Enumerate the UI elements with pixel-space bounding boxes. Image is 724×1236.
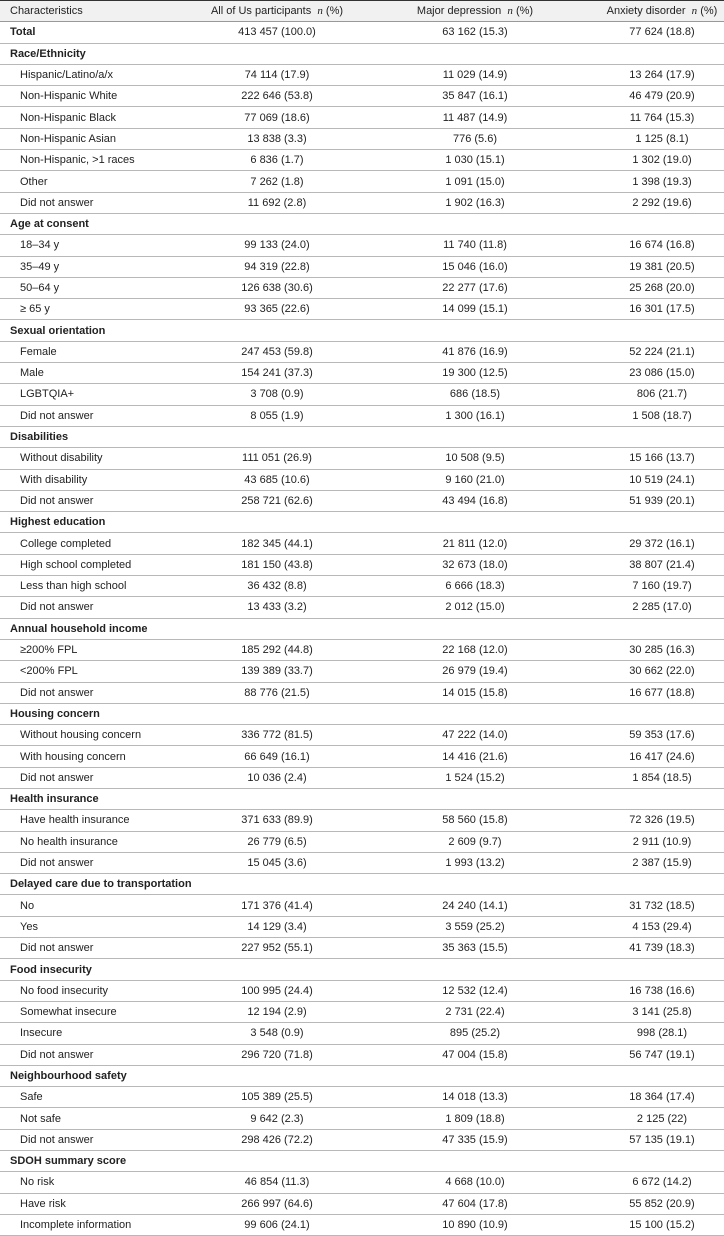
- cell-all-of-us: 222 646 (53.8): [180, 86, 374, 107]
- cell-major-depression: 4 668 (10.0): [374, 1172, 576, 1193]
- cell-anxiety-disorder: 998 (28.1): [576, 1023, 724, 1044]
- cell-all-of-us: 3 708 (0.9): [180, 384, 374, 405]
- cell-anxiety-disorder: 16 301 (17.5): [576, 299, 724, 320]
- table-row: [0, 1172, 724, 1193]
- row-label: High school completed: [0, 554, 180, 575]
- cell-all-of-us: 336 772 (81.5): [180, 725, 374, 746]
- cell-all-of-us: 13 433 (3.2): [180, 597, 374, 618]
- cell-anxiety-disorder: 72 326 (19.5): [576, 810, 724, 831]
- row-label: No risk: [0, 1172, 180, 1193]
- cell-major-depression: 11 029 (14.9): [374, 64, 576, 85]
- cell-all-of-us: 258 721 (62.6): [180, 490, 374, 511]
- cell-anxiety-disorder: 16 674 (16.8): [576, 235, 724, 256]
- row-label: Less than high school: [0, 576, 180, 597]
- cell-all-of-us: 3 548 (0.9): [180, 1023, 374, 1044]
- row-label: Have risk: [0, 1193, 180, 1214]
- cell-anxiety-disorder: 31 732 (18.5): [576, 895, 724, 916]
- cell-major-depression: 1 091 (15.0): [374, 171, 576, 192]
- header-anxiety-disorder: [576, 1, 724, 22]
- row-label: With disability: [0, 469, 180, 490]
- table-row: [0, 299, 724, 320]
- row-label: No: [0, 895, 180, 916]
- cell-anxiety-disorder: 55 852 (20.9): [576, 1193, 724, 1214]
- cell-all-of-us: 8 055 (1.9): [180, 405, 374, 426]
- cell-anxiety-disorder: 77 624 (18.8): [576, 22, 724, 43]
- total-row: [0, 22, 724, 43]
- section-title: Housing concern: [0, 703, 724, 724]
- section-title: Sexual orientation: [0, 320, 724, 341]
- row-label: Other: [0, 171, 180, 192]
- row-label: No health insurance: [0, 831, 180, 852]
- cell-anxiety-disorder: 16 677 (18.8): [576, 682, 724, 703]
- table-row: [0, 1044, 724, 1065]
- cell-anxiety-disorder: 16 417 (24.6): [576, 746, 724, 767]
- cell-anxiety-disorder: 1 854 (18.5): [576, 767, 724, 788]
- table-row: [0, 554, 724, 575]
- row-label: Safe: [0, 1087, 180, 1108]
- cell-major-depression: 1 809 (18.8): [374, 1108, 576, 1129]
- row-label: Female: [0, 341, 180, 362]
- cell-major-depression: 22 168 (12.0): [374, 639, 576, 660]
- section-title: Highest education: [0, 512, 724, 533]
- section-title: Delayed care due to transportation: [0, 874, 724, 895]
- header-label: Anxiety disorder: [606, 5, 686, 18]
- table-row: [0, 597, 724, 618]
- row-label: Did not answer: [0, 852, 180, 873]
- cell-major-depression: 2 731 (22.4): [374, 1001, 576, 1022]
- pct-label: (%): [515, 5, 534, 18]
- cell-all-of-us: 94 319 (22.8): [180, 256, 374, 277]
- cell-all-of-us: 11 692 (2.8): [180, 192, 374, 213]
- cell-all-of-us: 6 836 (1.7): [180, 150, 374, 171]
- cell-major-depression: 15 046 (16.0): [374, 256, 576, 277]
- cell-all-of-us: 105 389 (25.5): [180, 1087, 374, 1108]
- cell-all-of-us: 227 952 (55.1): [180, 938, 374, 959]
- table-row: [0, 448, 724, 469]
- cell-major-depression: 32 673 (18.0): [374, 554, 576, 575]
- n-label: n: [507, 5, 513, 18]
- cell-major-depression: 12 532 (12.4): [374, 980, 576, 1001]
- section-header-row: [0, 703, 724, 724]
- cell-all-of-us: 43 685 (10.6): [180, 469, 374, 490]
- n-label: n: [691, 5, 698, 18]
- cell-anxiety-disorder: 3 141 (25.8): [576, 1001, 724, 1022]
- cell-all-of-us: 36 432 (8.8): [180, 576, 374, 597]
- cell-anxiety-disorder: 29 372 (16.1): [576, 533, 724, 554]
- table-row: [0, 1023, 724, 1044]
- header-characteristics: Characteristics: [0, 1, 180, 22]
- section-header-row: [0, 959, 724, 980]
- cell-anxiety-disorder: 1 125 (8.1): [576, 128, 724, 149]
- cell-all-of-us: 266 997 (64.6): [180, 1193, 374, 1214]
- section-header-row: [0, 426, 724, 447]
- cell-anxiety-disorder: 30 662 (22.0): [576, 661, 724, 682]
- cell-all-of-us: 182 345 (44.1): [180, 533, 374, 554]
- cell-anxiety-disorder: 15 166 (13.7): [576, 448, 724, 469]
- cell-major-depression: 14 416 (21.6): [374, 746, 576, 767]
- cell-major-depression: 9 160 (21.0): [374, 469, 576, 490]
- table-row: [0, 490, 724, 511]
- cell-major-depression: 22 277 (17.6): [374, 277, 576, 298]
- cell-major-depression: 11 487 (14.9): [374, 107, 576, 128]
- section-title: Disabilities: [0, 426, 724, 447]
- row-label: Somewhat insecure: [0, 1001, 180, 1022]
- cell-anxiety-disorder: 56 747 (19.1): [576, 1044, 724, 1065]
- cell-all-of-us: 12 194 (2.9): [180, 1001, 374, 1022]
- cell-major-depression: 6 666 (18.3): [374, 576, 576, 597]
- section-header-row: [0, 512, 724, 533]
- cell-major-depression: 47 604 (17.8): [374, 1193, 576, 1214]
- cell-major-depression: 14 018 (13.3): [374, 1087, 576, 1108]
- cell-anxiety-disorder: 2 911 (10.9): [576, 831, 724, 852]
- table-row: [0, 341, 724, 362]
- section-header-row: [0, 1151, 724, 1172]
- cell-all-of-us: 181 150 (43.8): [180, 554, 374, 575]
- header-label: Major depression: [416, 5, 502, 18]
- cell-anxiety-disorder: 16 738 (16.6): [576, 980, 724, 1001]
- table-row: [0, 682, 724, 703]
- cell-all-of-us: 247 453 (59.8): [180, 341, 374, 362]
- table-row: [0, 725, 724, 746]
- table-row: [0, 64, 724, 85]
- cell-major-depression: 14 015 (15.8): [374, 682, 576, 703]
- cell-all-of-us: 99 606 (24.1): [180, 1214, 374, 1235]
- row-label: Yes: [0, 916, 180, 937]
- cell-all-of-us: 74 114 (17.9): [180, 64, 374, 85]
- cell-all-of-us: 185 292 (44.8): [180, 639, 374, 660]
- cell-all-of-us: 7 262 (1.8): [180, 171, 374, 192]
- cell-all-of-us: 10 036 (2.4): [180, 767, 374, 788]
- cell-all-of-us: 139 389 (33.7): [180, 661, 374, 682]
- cell-major-depression: 895 (25.2): [374, 1023, 576, 1044]
- table-row: [0, 895, 724, 916]
- table-row: [0, 192, 724, 213]
- row-label: Did not answer: [0, 682, 180, 703]
- table-row: [0, 1193, 724, 1214]
- row-label: Did not answer: [0, 490, 180, 511]
- cell-major-depression: 10 890 (10.9): [374, 1214, 576, 1235]
- cell-major-depression: 47 222 (14.0): [374, 725, 576, 746]
- cell-anxiety-disorder: 1 508 (18.7): [576, 405, 724, 426]
- table-row: [0, 938, 724, 959]
- cell-all-of-us: 111 051 (26.9): [180, 448, 374, 469]
- cell-all-of-us: 88 776 (21.5): [180, 682, 374, 703]
- cell-all-of-us: 298 426 (72.2): [180, 1129, 374, 1150]
- cell-major-depression: 19 300 (12.5): [374, 363, 576, 384]
- table-row: [0, 1087, 724, 1108]
- cell-major-depression: 10 508 (9.5): [374, 448, 576, 469]
- cell-anxiety-disorder: 59 353 (17.6): [576, 725, 724, 746]
- cell-major-depression: 24 240 (14.1): [374, 895, 576, 916]
- cell-all-of-us: 77 069 (18.6): [180, 107, 374, 128]
- cell-anxiety-disorder: 806 (21.7): [576, 384, 724, 405]
- cell-anxiety-disorder: 19 381 (20.5): [576, 256, 724, 277]
- cell-anxiety-disorder: 2 285 (17.0): [576, 597, 724, 618]
- cell-anxiety-disorder: 52 224 (21.1): [576, 341, 724, 362]
- section-header-row: [0, 618, 724, 639]
- table-row: [0, 107, 724, 128]
- cell-anxiety-disorder: 1 398 (19.3): [576, 171, 724, 192]
- row-label: Did not answer: [0, 405, 180, 426]
- cell-anxiety-disorder: 23 086 (15.0): [576, 363, 724, 384]
- section-title: Food insecurity: [0, 959, 724, 980]
- table-row: [0, 469, 724, 490]
- table-row: [0, 256, 724, 277]
- table-row: [0, 576, 724, 597]
- row-label: Without housing concern: [0, 725, 180, 746]
- cell-all-of-us: 100 995 (24.4): [180, 980, 374, 1001]
- cell-anxiety-disorder: 25 268 (20.0): [576, 277, 724, 298]
- row-label: Did not answer: [0, 1129, 180, 1150]
- row-label: 18–34 y: [0, 235, 180, 256]
- row-label: Did not answer: [0, 1044, 180, 1065]
- cell-major-depression: 26 979 (19.4): [374, 661, 576, 682]
- cell-major-depression: 47 004 (15.8): [374, 1044, 576, 1065]
- cell-all-of-us: 66 649 (16.1): [180, 746, 374, 767]
- section-title: Health insurance: [0, 788, 724, 809]
- table-row: [0, 767, 724, 788]
- cell-all-of-us: 13 838 (3.3): [180, 128, 374, 149]
- section-header-row: [0, 1065, 724, 1086]
- cell-major-depression: 686 (18.5): [374, 384, 576, 405]
- cell-anxiety-disorder: 6 672 (14.2): [576, 1172, 724, 1193]
- cell-major-depression: 63 162 (15.3): [374, 22, 576, 43]
- row-label: ≥200% FPL: [0, 639, 180, 660]
- section-title: Age at consent: [0, 213, 724, 234]
- header-label: All of Us participants: [210, 5, 312, 18]
- table-row: [0, 661, 724, 682]
- cell-all-of-us: 296 720 (71.8): [180, 1044, 374, 1065]
- table-row: [0, 235, 724, 256]
- table-row: [0, 277, 724, 298]
- cell-anxiety-disorder: 38 807 (21.4): [576, 554, 724, 575]
- section-header-row: [0, 874, 724, 895]
- cell-major-depression: 2 609 (9.7): [374, 831, 576, 852]
- row-label: Insecure: [0, 1023, 180, 1044]
- row-label: Non-Hispanic Asian: [0, 128, 180, 149]
- cell-anxiety-disorder: 13 264 (17.9): [576, 64, 724, 85]
- cell-all-of-us: 14 129 (3.4): [180, 916, 374, 937]
- row-label: Without disability: [0, 448, 180, 469]
- section-header-row: [0, 213, 724, 234]
- cell-major-depression: 41 876 (16.9): [374, 341, 576, 362]
- row-label: Did not answer: [0, 192, 180, 213]
- table-row: [0, 1001, 724, 1022]
- cell-major-depression: 14 099 (15.1): [374, 299, 576, 320]
- cell-all-of-us: 371 633 (89.9): [180, 810, 374, 831]
- table-row: [0, 533, 724, 554]
- row-label: ≥ 65 y: [0, 299, 180, 320]
- cell-major-depression: 2 012 (15.0): [374, 597, 576, 618]
- table-row: [0, 746, 724, 767]
- cell-anxiety-disorder: 1 302 (19.0): [576, 150, 724, 171]
- table-row: [0, 916, 724, 937]
- cell-all-of-us: 99 133 (24.0): [180, 235, 374, 256]
- row-label: Did not answer: [0, 597, 180, 618]
- cell-all-of-us: 413 457 (100.0): [180, 22, 374, 43]
- row-label: Have health insurance: [0, 810, 180, 831]
- header-major-depression: [374, 1, 576, 22]
- row-label: 35–49 y: [0, 256, 180, 277]
- pct-label: (%): [325, 5, 344, 18]
- cell-anxiety-disorder: 2 125 (22): [576, 1108, 724, 1129]
- row-label: Incomplete information: [0, 1214, 180, 1235]
- section-header-row: [0, 788, 724, 809]
- row-label: Did not answer: [0, 767, 180, 788]
- section-title: SDOH summary score: [0, 1151, 724, 1172]
- pct-label: (%): [700, 5, 718, 18]
- table-row: [0, 363, 724, 384]
- cell-major-depression: 11 740 (11.8): [374, 235, 576, 256]
- row-label: Non-Hispanic Black: [0, 107, 180, 128]
- cell-all-of-us: 15 045 (3.6): [180, 852, 374, 873]
- cell-anxiety-disorder: 18 364 (17.4): [576, 1087, 724, 1108]
- table-row: [0, 171, 724, 192]
- cell-anxiety-disorder: 51 939 (20.1): [576, 490, 724, 511]
- row-label: <200% FPL: [0, 661, 180, 682]
- cell-major-depression: 776 (5.6): [374, 128, 576, 149]
- table-row: [0, 1214, 724, 1235]
- cell-all-of-us: 46 854 (11.3): [180, 1172, 374, 1193]
- cell-major-depression: 47 335 (15.9): [374, 1129, 576, 1150]
- table-row: [0, 831, 724, 852]
- cell-major-depression: 1 902 (16.3): [374, 192, 576, 213]
- table-row: [0, 384, 724, 405]
- cell-anxiety-disorder: 57 135 (19.1): [576, 1129, 724, 1150]
- row-label: College completed: [0, 533, 180, 554]
- cell-major-depression: 35 847 (16.1): [374, 86, 576, 107]
- cell-anxiety-disorder: 11 764 (15.3): [576, 107, 724, 128]
- row-label: LGBTQIA+: [0, 384, 180, 405]
- header-all-of-us: [180, 1, 374, 22]
- row-label: Non-Hispanic, >1 races: [0, 150, 180, 171]
- cell-major-depression: 35 363 (15.5): [374, 938, 576, 959]
- row-label: Male: [0, 363, 180, 384]
- cell-major-depression: 1 993 (13.2): [374, 852, 576, 873]
- cell-major-depression: 1 524 (15.2): [374, 767, 576, 788]
- cell-anxiety-disorder: 2 387 (15.9): [576, 852, 724, 873]
- cell-anxiety-disorder: 46 479 (20.9): [576, 86, 724, 107]
- cell-major-depression: 1 030 (15.1): [374, 150, 576, 171]
- row-label: No food insecurity: [0, 980, 180, 1001]
- cell-all-of-us: 126 638 (30.6): [180, 277, 374, 298]
- cell-major-depression: 21 811 (12.0): [374, 533, 576, 554]
- cell-major-depression: 43 494 (16.8): [374, 490, 576, 511]
- table-header-row: [0, 1, 724, 22]
- table-row: [0, 852, 724, 873]
- table-row: [0, 980, 724, 1001]
- cell-anxiety-disorder: 15 100 (15.2): [576, 1214, 724, 1235]
- cell-anxiety-disorder: 10 519 (24.1): [576, 469, 724, 490]
- cell-all-of-us: 93 365 (22.6): [180, 299, 374, 320]
- cell-anxiety-disorder: 2 292 (19.6): [576, 192, 724, 213]
- section-title: Neighbourhood safety: [0, 1065, 724, 1086]
- row-label: Non-Hispanic White: [0, 86, 180, 107]
- row-label: Total: [0, 22, 180, 43]
- row-label: Not safe: [0, 1108, 180, 1129]
- table-row: [0, 639, 724, 660]
- cell-all-of-us: 9 642 (2.3): [180, 1108, 374, 1129]
- table-row: [0, 128, 724, 149]
- section-header-row: [0, 320, 724, 341]
- row-label: 50–64 y: [0, 277, 180, 298]
- section-title: Race/Ethnicity: [0, 43, 724, 64]
- cell-major-depression: 1 300 (16.1): [374, 405, 576, 426]
- cell-anxiety-disorder: 30 285 (16.3): [576, 639, 724, 660]
- section-header-row: [0, 43, 724, 64]
- row-label: With housing concern: [0, 746, 180, 767]
- table-row: [0, 86, 724, 107]
- row-label: Did not answer: [0, 938, 180, 959]
- cell-all-of-us: 171 376 (41.4): [180, 895, 374, 916]
- cell-all-of-us: 26 779 (6.5): [180, 831, 374, 852]
- row-label: Hispanic/Latino/a/x: [0, 64, 180, 85]
- table-row: [0, 1108, 724, 1129]
- cell-anxiety-disorder: 7 160 (19.7): [576, 576, 724, 597]
- cell-anxiety-disorder: 41 739 (18.3): [576, 938, 724, 959]
- cell-anxiety-disorder: 4 153 (29.4): [576, 916, 724, 937]
- table-row: [0, 810, 724, 831]
- cell-major-depression: 3 559 (25.2): [374, 916, 576, 937]
- cell-all-of-us: 154 241 (37.3): [180, 363, 374, 384]
- table-row: [0, 1129, 724, 1150]
- table-row: [0, 405, 724, 426]
- table-row: [0, 150, 724, 171]
- n-label: n: [317, 5, 323, 18]
- cell-major-depression: 58 560 (15.8): [374, 810, 576, 831]
- section-title: Annual household income: [0, 618, 724, 639]
